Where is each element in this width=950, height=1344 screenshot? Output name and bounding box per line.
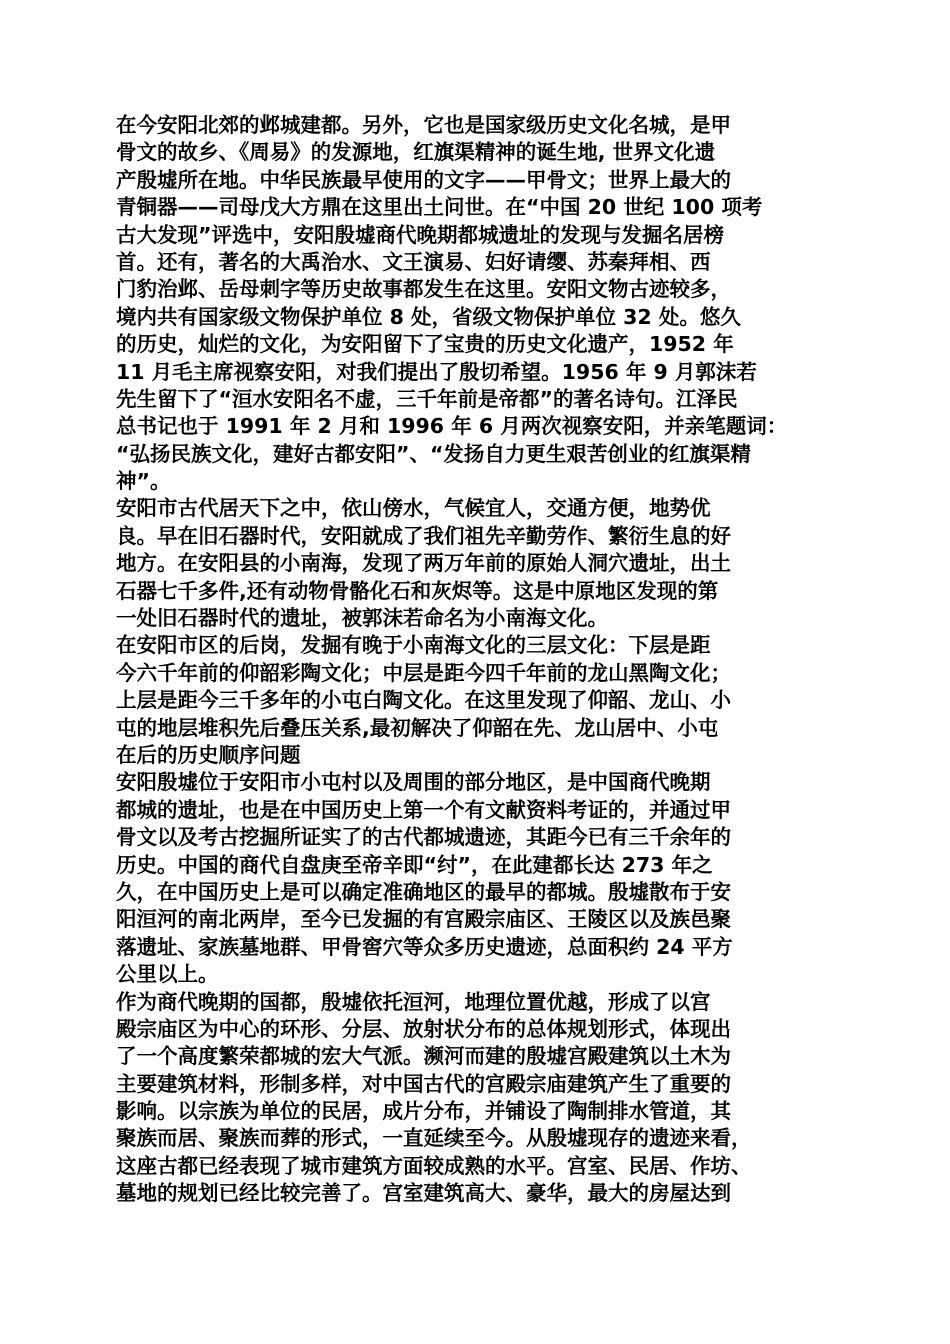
text-line: 在今安阳北郊的邺城建都。另外，它也是国家级历史文化名城，是甲 [116,113,731,137]
text-line: 屯的地层堆积先后叠压关系,最初解决了仰韶在先、龙山居中、小屯 [116,715,719,740]
text-line: 历史。中国的商代自盘庚至帝辛即“纣”，在此建都长达 273 年之 [116,852,713,877]
text-line: 11 月毛主席视察安阳，对我们提出了殷切希望。1956 年 9 月郭沫若 [116,359,757,384]
text-line: 古大发现”评选中，安阳殷墟商代晚期都城遗址的发现与发掘名居榜 [116,222,724,247]
text-line: 主要建筑材料，形制多样，对中国古代的宫殿宗庙建筑产生了重要的 [116,1071,731,1096]
text-line: 落遗址、家族墓地群、甲骨窖穴等众多历史遗迹，总面积约 24 平方 [116,934,733,959]
text-line: 骨文的故乡、《周易》的发源地，红旗渠精神的诞生地, 世界文化遗 [116,140,716,165]
text-line: 地方。在安阳县的小南海，发现了两万年前的原始人洞穴遗址，出土 [116,551,731,576]
text-line: 总书记也于 1991 年 2 月和 1996 年 6 月两次视察安阳，并亲笔题词： [116,414,788,439]
text-line: 今六千年前的仰韶彩陶文化；中层是距今四千年前的龙山黑陶文化； [116,660,731,685]
text-line: 的历史，灿烂的文化，为安阳留下了宝贵的历史文化遗产，1952 年 [116,332,734,357]
text-line: 都城的遗址，也是在中国历史上第一个有文献资料考证的，并通过甲 [116,797,731,822]
text-line: 首。还有，著名的大禹治水、文王演易、妇好请缨、苏秦拜相、西 [116,249,711,274]
text-line: 一处旧石器时代的遗址，被郭沫若命名为小南海文化。 [116,606,608,631]
text-line: 在安阳市区的后岗，发掘有晚于小南海文化的三层文化：下层是距 [116,633,711,658]
text-line: 了一个高度繁荣都城的宏大气派。濒河而建的殷墟宫殿建筑以土木为 [116,1044,731,1069]
text-line: 门豹治邺、岳母刺字等历史故事都发生在这里。安阳文物古迹较多， [116,277,731,302]
text-line: 聚族而居、聚族而葬的形式，一直延续至今。从殷墟现存的遗迹来看， [116,1126,752,1151]
text-line: 这座古都已经表现了城市建筑方面较成熟的水平。宫室、民居、作坊、 [116,1153,752,1178]
text-line: 影响。以宗族为单位的民居，成片分布，并铺设了陶制排水管道，其 [116,1099,731,1124]
text-line: 作为商代晚期的国都，殷墟依托洹河，地理位置优越，形成了以宫 [116,989,711,1014]
text-line: 骨文以及考古挖掘所证实了的古代都城遗迹，其距今已有三千余年的 [116,825,731,850]
text-line: 阳洹河的南北两岸，至今已发掘的有宫殿宗庙区、王陵区以及族邑聚 [116,907,731,932]
text-line: 久，在中国历史上是可以确定准确地区的最早的都城。殷墟散布于安 [116,879,731,904]
text-line: 先生留下了“洹水安阳名不虚，三千年前是帝都”的著名诗句。江泽民 [116,386,738,411]
text-line: 石器七千多件,还有动物骨骼化石和灰烬等。这是中原地区发现的第 [116,578,719,603]
text-line: “弘扬民族文化，建好古都安阳”、“发扬自力更生艰苦创业的红旗渠精 [116,441,751,466]
text-line: 安阳市古代居天下之中，依山傍水，气候宜人，交通方便，地势优 [116,496,711,521]
text-line: 殿宗庙区为中心的环形、分层、放射状分布的总体规划形式，体现出 [116,1016,731,1041]
body-text [116,112,840,1208]
text-line: 神”。 [116,469,171,494]
text-line: 公里以上。 [116,962,219,987]
text-line: 安阳殷墟位于安阳市小屯村以及周围的部分地区，是中国商代晚期 [116,770,711,795]
text-line: 上层是距今三千多年的小屯白陶文化。在这里发现了仰韶、龙山、小 [116,688,731,713]
text-line: 良。早在旧石器时代，安阳就成了我们祖先辛勤劳作、繁衍生息的好 [116,523,731,548]
text-line: 青铜器——司母戊大方鼎在这里出土问世。在“中国 20 世纪 100 项考 [116,195,763,220]
text-line: 境内共有国家级文物保护单位 8 处，省级文物保护单位 32 处。悠久 [116,304,741,329]
text-line: 墓地的规划已经比较完善了。宫室建筑高大、豪华，最大的房屋达到 [116,1181,731,1206]
text-line: 产殷墟所在地。中华民族最早使用的文字——甲骨文；世界上最大的 [116,167,731,192]
text-line: 在后的历史顺序问题 [116,742,301,767]
